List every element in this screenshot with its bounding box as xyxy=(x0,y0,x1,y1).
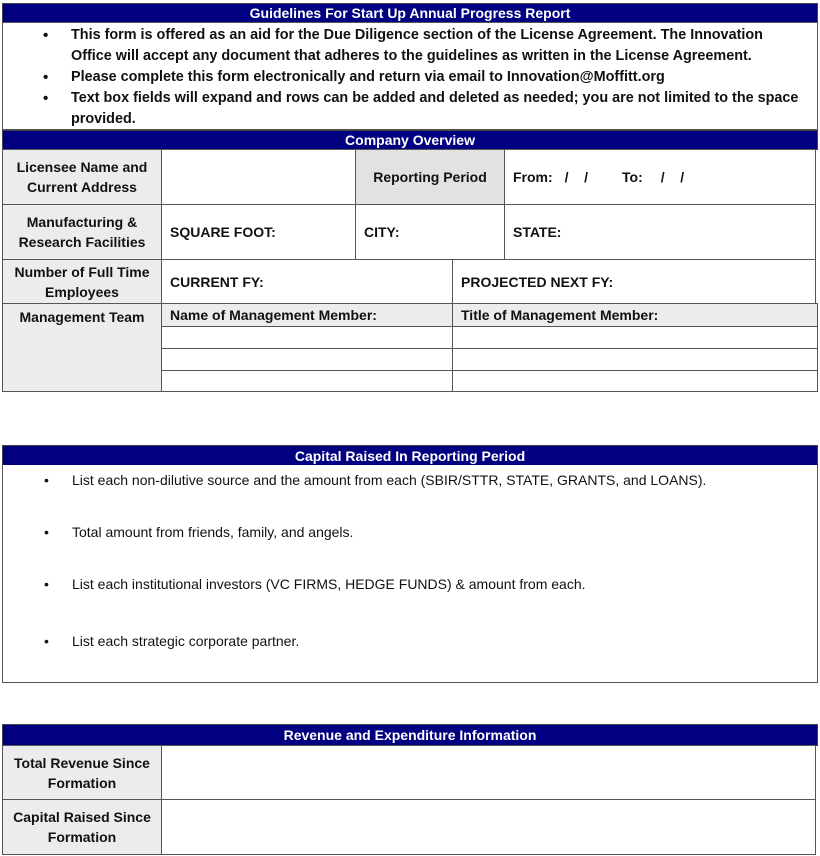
guidelines-box xyxy=(2,22,818,130)
guideline-item: • This form is offered as an aid for the Due Diligence section of the License Agreement. The Innovation Office will accept any document that adheres to the guidelines as written in the License Agreement. xyxy=(3,25,817,67)
mgmt-name-header: Name of Management Member: xyxy=(161,303,453,327)
from-label: From: xyxy=(513,169,553,185)
capital-item-text: • List each institutional investors (VC FIRMS, HEDGE FUNDS) & amount from each. xyxy=(3,569,817,593)
city-field[interactable] xyxy=(355,204,505,260)
capital-item-institutional[interactable] xyxy=(2,569,818,627)
capital-raised-since-label: Capital Raised Since Formation xyxy=(2,799,162,855)
reporting-period-label: Reporting Period xyxy=(355,149,505,205)
mgmt-title-header: Title of Management Member: xyxy=(452,303,818,327)
capital-item-friends-family[interactable] xyxy=(2,517,818,570)
capital-item-strategic[interactable] xyxy=(2,626,818,683)
projected-fy-label: PROJECTED NEXT FY: xyxy=(461,273,614,290)
management-team-text: Management Team xyxy=(19,309,145,325)
mgmt-title-input-3[interactable] xyxy=(452,370,818,392)
company-overview-header: Company Overview xyxy=(2,130,818,150)
capital-item-text: • List each strategic corporate partner. xyxy=(3,626,817,650)
state-label: STATE: xyxy=(513,224,562,240)
capital-item-non-dilutive[interactable] xyxy=(2,465,818,518)
current-fy-field[interactable] xyxy=(161,259,453,304)
guideline-item: • Text box fields will expand and rows can be added and deleted as needed; you are not limited to the space provided. xyxy=(3,88,817,130)
capital-raised-since-input[interactable] xyxy=(161,799,816,855)
mgmt-name-input-2[interactable] xyxy=(161,348,453,371)
total-revenue-input[interactable] xyxy=(161,745,816,800)
to-date[interactable]: / / xyxy=(660,169,685,185)
mgmt-title-input-2[interactable] xyxy=(452,348,818,371)
licensee-input[interactable] xyxy=(161,149,356,205)
square-foot-label: SQUARE FOOT: xyxy=(170,224,276,240)
capital-item-text: • Total amount from friends, family, and angels. xyxy=(3,517,817,541)
to-label: To: xyxy=(622,169,643,185)
reporting-period-field[interactable] xyxy=(504,149,816,205)
guideline-item: • Please complete this form electronically and return via email to Innovation@Moffitt.org xyxy=(3,67,817,88)
management-team-label xyxy=(2,303,162,392)
capital-item-text: • List each non-dilutive source and the amount from each (SBIR/STTR, STATE, GRANTS, and LOANS). xyxy=(3,465,817,489)
guidelines-header: Guidelines For Start Up Annual Progress Report xyxy=(2,3,818,23)
guidelines-list xyxy=(3,25,817,130)
mgmt-title-input-1[interactable] xyxy=(452,326,818,349)
state-field[interactable] xyxy=(504,204,816,260)
from-date[interactable]: / / xyxy=(564,169,589,185)
city-label: CITY: xyxy=(364,224,400,240)
licensee-label: Licensee Name and Current Address xyxy=(2,149,162,205)
capital-raised-header: Capital Raised In Reporting Period xyxy=(2,445,818,466)
revenue-header: Revenue and Expenditure Information xyxy=(2,724,818,746)
mgmt-name-input-1[interactable] xyxy=(161,326,453,349)
current-fy-label: CURRENT FY: xyxy=(170,273,264,290)
total-revenue-label: Total Revenue Since Formation xyxy=(2,745,162,800)
projected-fy-field[interactable] xyxy=(452,259,816,304)
facilities-label: Manufacturing & Research Facilities xyxy=(2,204,162,260)
employees-label: Number of Full Time Employees xyxy=(2,259,162,304)
square-foot-field[interactable] xyxy=(161,204,356,260)
mgmt-name-input-3[interactable] xyxy=(161,370,453,392)
